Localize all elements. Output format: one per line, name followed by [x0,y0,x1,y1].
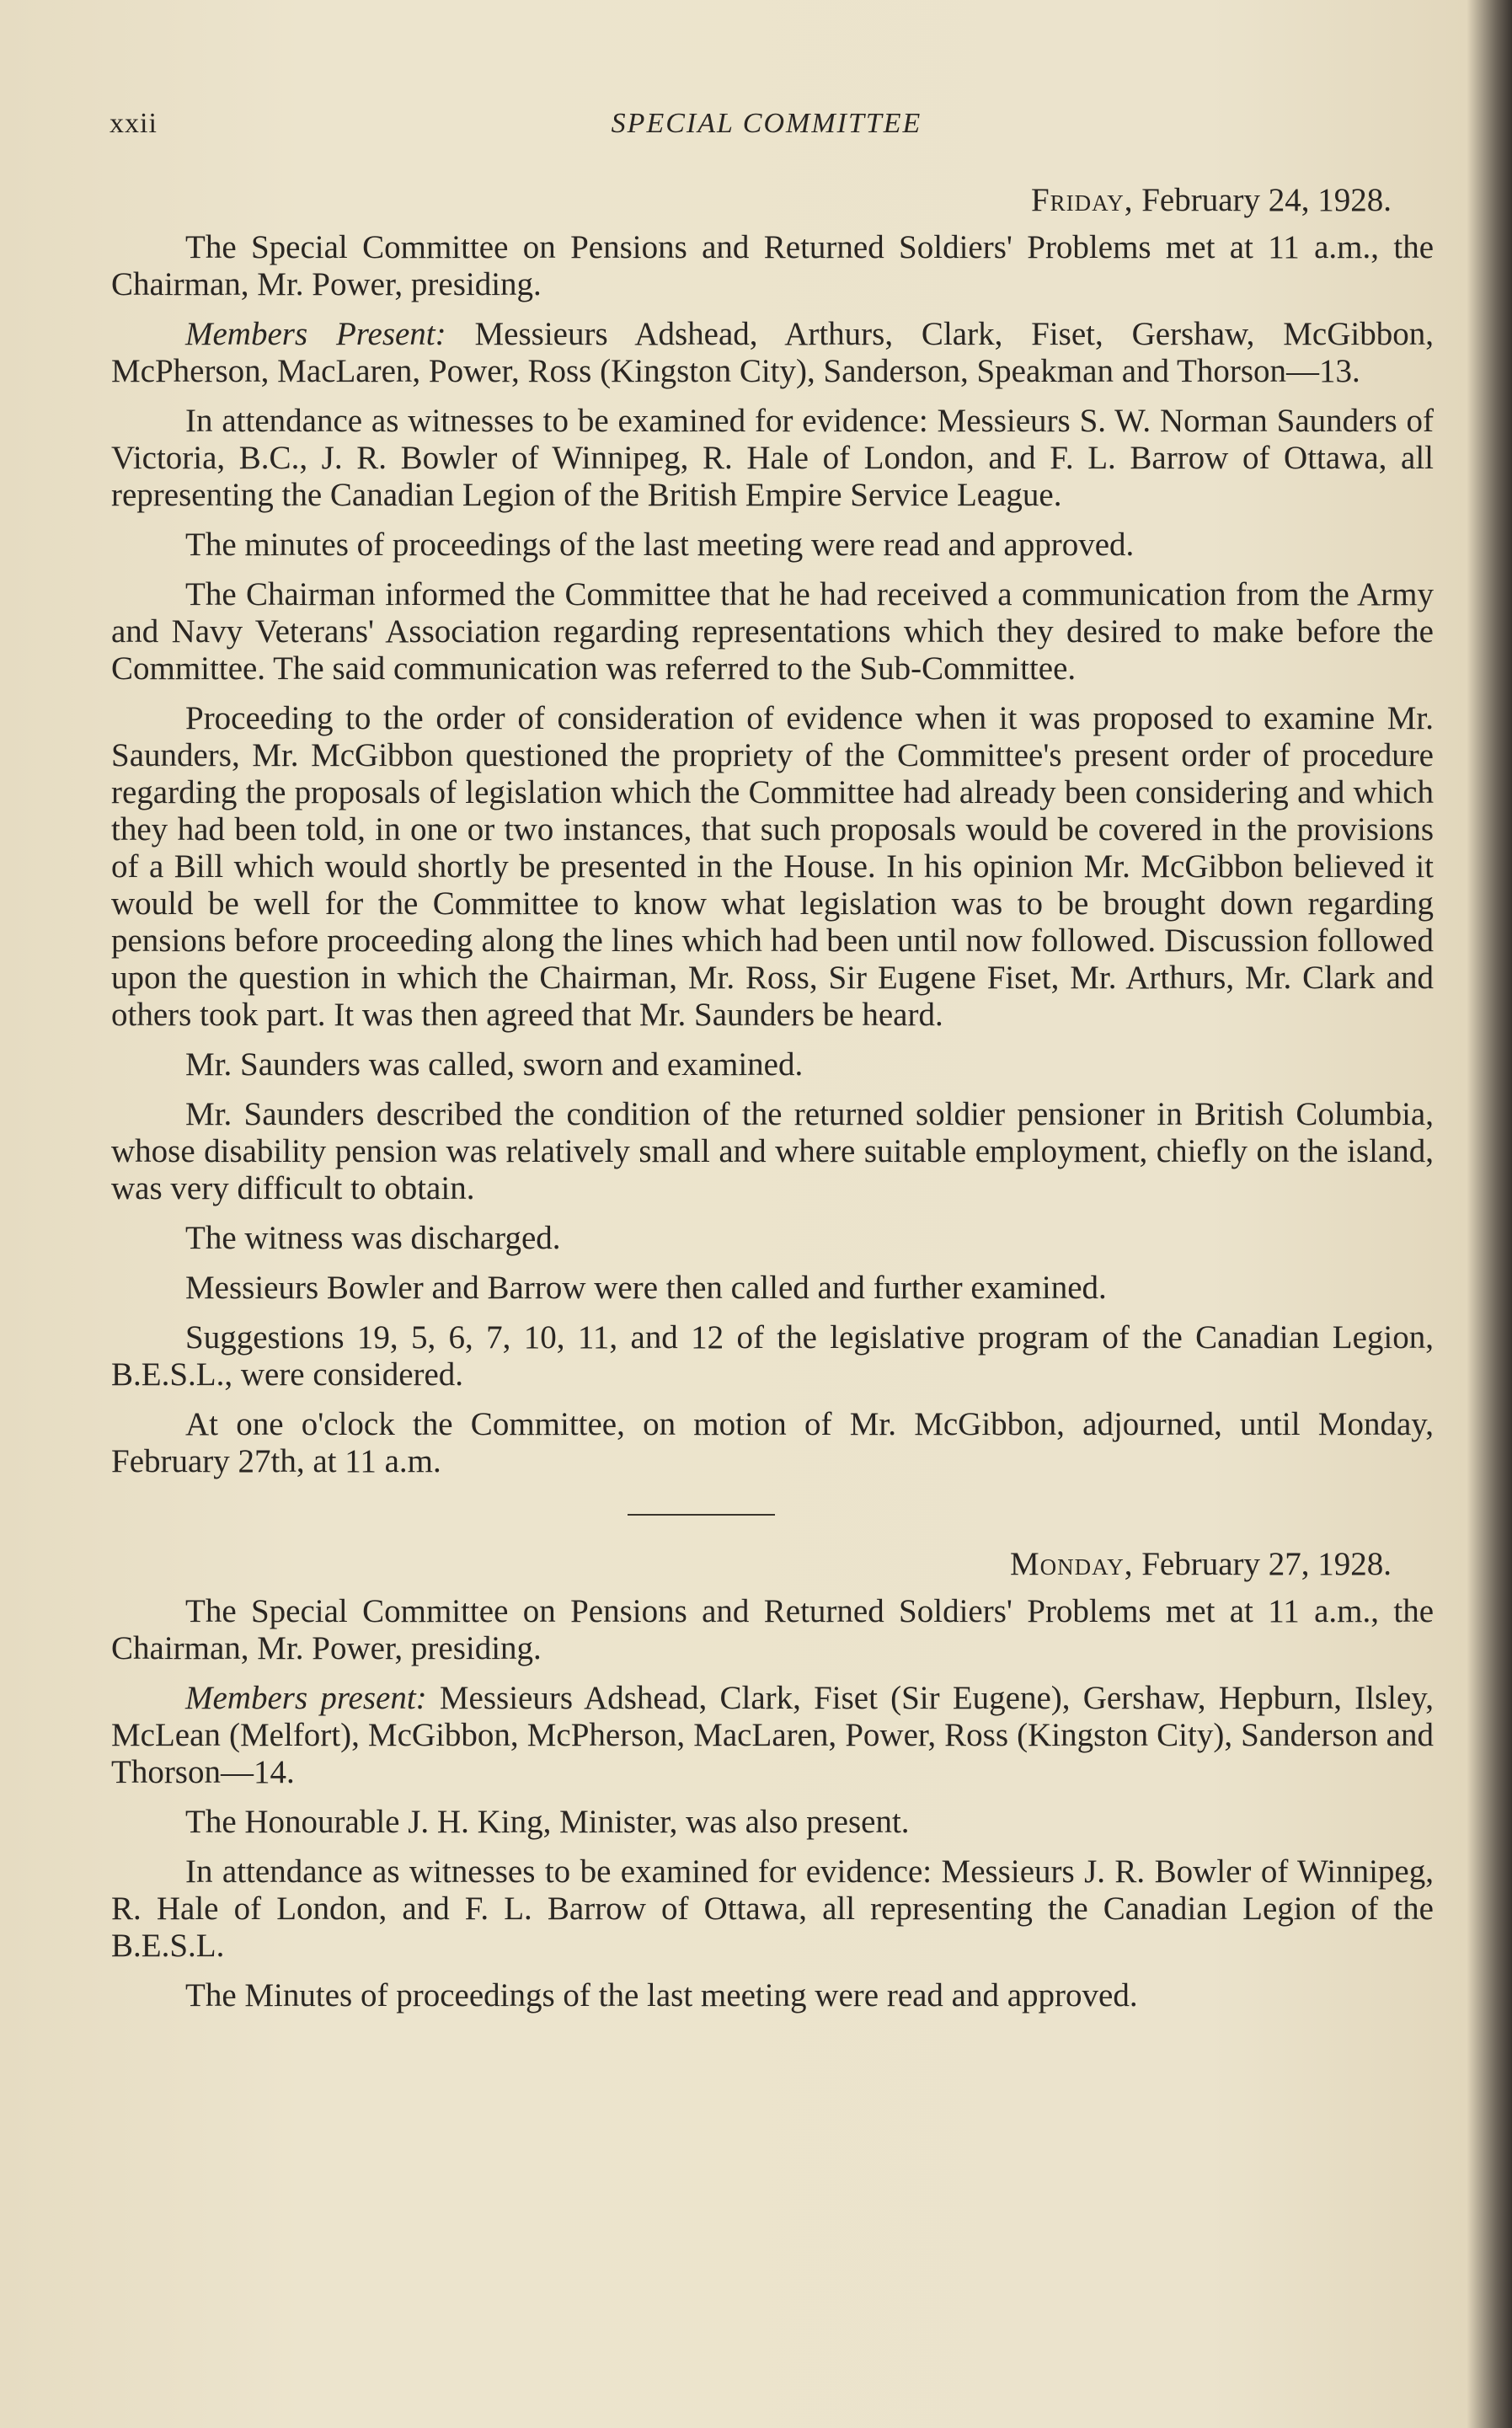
suggestions-paragraph: Suggestions 19, 5, 6, 7, 10, 11, and 12 of the legislative program of the Canadian Legion, B.E.S.L., were considered. [111,1319,1434,1393]
witnesses-paragraph: In attendance as witnesses to be examined for evidence: Messieurs S. W. Norman Saunders of Victoria, B.C., J. R. Bowler of Winnipeg, R. Hale of London, and F. L. Barrow of Ottawa, all representing the Canadian Legion of the British Empire Service League. [111,403,1434,513]
witness-called-paragraph: Mr. Saunders was called, sworn and examined. [185,1046,804,1083]
meeting-opening-paragraph: The Special Committee on Pensions and Returned Soldiers' Problems met at 11 a.m., the Chairman, Mr. Power, presiding. [111,1593,1434,1666]
minutes-approved-paragraph: The Minutes of proceedings of the last meeting were read and approved. [185,1977,1138,2014]
members-present-paragraph [111,316,1434,390]
adjournment-paragraph: At one o'clock the Committee, on motion of Mr. McGibbon, adjourned, until Monday, February 27th, at 11 a.m. [111,1406,1434,1479]
page-body [111,179,1434,2027]
page-header [110,108,1424,158]
members-present-label: Members present: [185,1680,427,1716]
witnesses-paragraph: In attendance as witnesses to be examined for evidence: Messieurs J. R. Bowler of Winnipeg, R. Hale of London, and F. L. Barrow of Ottawa, all representing the Canadian Legion of the B.E.S.L. [111,1853,1434,1964]
meeting-day: Monday, [1010,1546,1134,1582]
meeting-date-heading [111,182,1392,219]
page-number: xxii [110,108,158,139]
communication-paragraph: The Chairman informed the Committee that he had received a communication from the Army and Navy Veterans' Association regarding representations which they desired to make before the Committee. The said communication was referred to the Sub-Committee. [111,576,1434,687]
running-head: SPECIAL COMMITTEE [611,108,922,139]
witness-discharged-paragraph: The witness was discharged. [185,1220,561,1256]
witnesses-examined-paragraph: Messieurs Bowler and Barrow were then called and further examined. [185,1270,1107,1306]
section-divider [628,1514,775,1516]
testimony-paragraph: Mr. Saunders described the condition of the returned soldier pensioner in British Columbia, whose disability pension was relatively small and where suitable employment, chiefly on the island, was very difficult to obtain. [111,1096,1434,1206]
members-present-list: Messieurs Adshead, Clark, Fiset (Sir Eugene), Gershaw, Hepburn, Ilsley, McLean (Melfort), McGibbon, McPherson, MacLaren, Power, Ross (Kingston City), Sanderson and Thorson—14. [111,1680,1435,1790]
minutes-approved-paragraph: The minutes of proceedings of the last meeting were read and approved. [185,527,1135,563]
meeting-date: February 24, 1928. [1141,182,1392,218]
meeting-opening-paragraph: The Special Committee on Pensions and Returned Soldiers' Problems met at 11 a.m., the Chairman, Mr. Power, presiding. [111,229,1434,302]
members-present-label: Members Present: [185,316,446,352]
meeting-date: February 27, 1928. [1141,1546,1392,1582]
procedure-paragraph: Proceeding to the order of consideration of evidence when it was proposed to examine Mr. Saunders, Mr. McGibbon questioned the propriety of the Committee's present order of procedure regarding the proposals of legislation which the Committee had already been considering and which they had been told, in one or two instances, that such proposals would be covered in the provisions of a Bill which would shortly be presented in the House. In his opinion Mr. McGibbon believed it would be well for the Committee to know what legislation was to be brought down regarding pensions before proceeding along the lines which had been until now followed. Discussion followed upon the question in which the Chairman, Mr. Ross, Sir Eugene Fiset, Mr. Arthurs, Mr. Clark and others took part. It was then agreed that Mr. Saunders be heard. [111,700,1434,1033]
minister-present-paragraph: The Honourable J. H. King, Minister, was also present. [185,1804,910,1840]
meeting-day: Friday, [1030,182,1134,218]
meeting-date-heading [111,1546,1392,1583]
members-present-paragraph [111,1680,1434,1791]
members-present-list: Messieurs Adshead, Arthurs, Clark, Fiset, Gershaw, McGibbon, McPherson, MacLaren, Power, Ross (Kingston City), Sanderson, Speakman and Thorson—13. [111,316,1434,389]
